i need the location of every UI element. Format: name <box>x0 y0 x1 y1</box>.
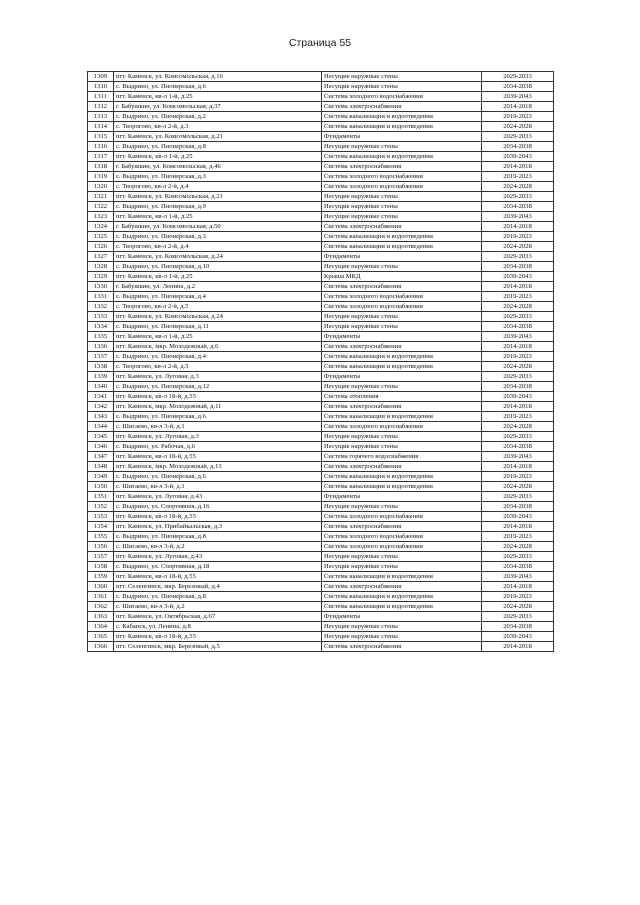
table-row <box>88 462 554 472</box>
row-number-cell: 1322 <box>88 202 114 212</box>
table-row <box>88 112 554 122</box>
row-number-cell: 1314 <box>88 122 114 132</box>
table-row <box>88 412 554 422</box>
work-type-cell: Система холодного водоснабжения <box>322 542 482 552</box>
work-type-cell: Несущие наружные стены <box>322 312 482 322</box>
table-row <box>88 212 554 222</box>
address-cell: пгт. Каменск, кв-л 18-й, д.55 <box>114 632 322 642</box>
address-cell: с. Творогово, кв-л 2-й, д.4 <box>114 242 322 252</box>
period-cell: 2024-2028 <box>482 362 554 372</box>
period-cell: 2034-2038 <box>482 562 554 572</box>
work-type-cell: Система горячего водоснабжения <box>322 452 482 462</box>
table-row <box>88 222 554 232</box>
row-number-cell: 1341 <box>88 392 114 402</box>
row-number-cell: 1339 <box>88 372 114 382</box>
table-row <box>88 292 554 302</box>
row-number-cell: 1364 <box>88 622 114 632</box>
row-number-cell: 1325 <box>88 232 114 242</box>
address-cell: с. Выдрино, ул. Пионерская, д.6 <box>114 82 322 92</box>
period-cell: 2024-2028 <box>482 482 554 492</box>
period-cell: 2034-2038 <box>482 322 554 332</box>
period-cell: 2019-2023 <box>482 292 554 302</box>
page-title: Страница 55 <box>288 37 352 49</box>
work-type-cell: Несущие наружные стены <box>322 262 482 272</box>
period-cell: 2019-2023 <box>482 112 554 122</box>
address-cell: пгт. Каменск, мкр. Молодежный, д.11 <box>114 402 322 412</box>
address-cell: с. Выдрино, ул. Пионерская, д.2 <box>114 112 322 122</box>
period-cell: 2034-2038 <box>482 262 554 272</box>
period-cell: 2034-2038 <box>482 502 554 512</box>
work-type-cell: Система холодного водоснабжения <box>322 512 482 522</box>
address-cell: пгт. Селенгинск, мкр. Березовый, д.5 <box>114 642 322 652</box>
table-row <box>88 332 554 342</box>
table-row <box>88 622 554 632</box>
table-row <box>88 482 554 492</box>
work-type-cell: Система канализации и водоотведения <box>322 122 482 132</box>
work-type-cell: Система канализации и водоотведения <box>322 152 482 162</box>
period-cell: 2019-2023 <box>482 532 554 542</box>
work-type-cell: Несущие наружные стены <box>322 632 482 642</box>
address-cell: пгт. Каменск, кв-л 18-й, д.55 <box>114 452 322 462</box>
work-type-cell: Несущие наружные стены <box>322 212 482 222</box>
table-row <box>88 472 554 482</box>
work-type-cell: Система холодного водоснабжения <box>322 532 482 542</box>
period-cell: 2014-2018 <box>482 342 554 352</box>
work-type-cell: Несущие наружные стены <box>322 502 482 512</box>
period-cell: 2039-2043 <box>482 452 554 462</box>
row-number-cell: 1356 <box>88 542 114 552</box>
table-row <box>88 252 554 262</box>
address-cell: пгт. Каменск, кв-л 18-й, д.55 <box>114 512 322 522</box>
work-type-cell: Система канализации и водоотведения <box>322 602 482 612</box>
work-type-cell: Система электроснабжения <box>322 522 482 532</box>
work-type-cell: Система канализации и водоотведения <box>322 572 482 582</box>
address-cell: пгт. Каменск, ул. Комсомольская, д.21 <box>114 192 322 202</box>
period-cell: 2029-2033 <box>482 252 554 262</box>
work-type-cell: Система отопления <box>322 392 482 402</box>
period-cell: 2014-2018 <box>482 102 554 112</box>
period-cell: 2039-2043 <box>482 272 554 282</box>
table-row <box>88 602 554 612</box>
row-number-cell: 1324 <box>88 222 114 232</box>
table-row <box>88 592 554 602</box>
address-cell: с. Выдрино, ул. Пионерская, д.3 <box>114 232 322 242</box>
row-number-cell: 1348 <box>88 462 114 472</box>
table-row <box>88 572 554 582</box>
period-cell: 2024-2028 <box>482 302 554 312</box>
period-cell: 2029-2033 <box>482 432 554 442</box>
row-number-cell: 1340 <box>88 382 114 392</box>
table-row <box>88 392 554 402</box>
row-number-cell: 1366 <box>88 642 114 652</box>
period-cell: 2039-2043 <box>482 632 554 642</box>
table-row <box>88 132 554 142</box>
row-number-cell: 1329 <box>88 272 114 282</box>
row-number-cell: 1320 <box>88 182 114 192</box>
period-cell: 2019-2023 <box>482 412 554 422</box>
address-cell: с. Выдрино, ул. Пионерская, д.8 <box>114 592 322 602</box>
work-type-cell: Несущие наружные стены <box>322 552 482 562</box>
row-number-cell: 1318 <box>88 162 114 172</box>
address-cell: с. Выдрино, ул. Пионерская, д.8 <box>114 142 322 152</box>
row-number-cell: 1321 <box>88 192 114 202</box>
row-number-cell: 1362 <box>88 602 114 612</box>
table-row <box>88 502 554 512</box>
row-number-cell: 1319 <box>88 172 114 182</box>
table-row <box>88 532 554 542</box>
period-cell: 2019-2023 <box>482 172 554 182</box>
table-row <box>88 362 554 372</box>
row-number-cell: 1359 <box>88 572 114 582</box>
row-number-cell: 1355 <box>88 532 114 542</box>
address-cell: г. Бабушкин, ул. Комсомольская, д.50 <box>114 222 322 232</box>
work-type-cell: Система канализации и водоотведения <box>322 352 482 362</box>
row-number-cell: 1310 <box>88 82 114 92</box>
work-type-cell: Фундаменты <box>322 252 482 262</box>
table-row <box>88 352 554 362</box>
address-cell: пгт. Каменск, ул. Комсомольская, д.21 <box>114 132 322 142</box>
address-cell: с. Шигаево, кв-л 3-й, д.1 <box>114 422 322 432</box>
address-cell: пгт. Каменск, кв-л 1-й, д.25 <box>114 332 322 342</box>
work-type-cell: Система холодного водоснабжения <box>322 172 482 182</box>
work-type-cell: Несущие наружные стены <box>322 562 482 572</box>
row-number-cell: 1347 <box>88 452 114 462</box>
period-cell: 2024-2028 <box>482 422 554 432</box>
row-number-cell: 1313 <box>88 112 114 122</box>
work-type-cell: Система холодного водоснабжения <box>322 292 482 302</box>
address-cell: с. Выдрино, ул. Пионерская, д.11 <box>114 322 322 332</box>
row-number-cell: 1363 <box>88 612 114 622</box>
period-cell: 2039-2043 <box>482 152 554 162</box>
address-cell: пгт. Каменск, ул. Комсомольская, д.24 <box>114 312 322 322</box>
work-type-cell: Система электроснабжения <box>322 582 482 592</box>
table-row <box>88 442 554 452</box>
row-number-cell: 1315 <box>88 132 114 142</box>
work-type-cell: Система канализации и водоотведения <box>322 472 482 482</box>
table-row <box>88 282 554 292</box>
period-cell: 2039-2043 <box>482 512 554 522</box>
period-cell: 2014-2018 <box>482 282 554 292</box>
period-cell: 2024-2028 <box>482 182 554 192</box>
address-cell: с. Выдрино, ул. Пионерская, д.6 <box>114 412 322 422</box>
work-type-cell: Система электроснабжения <box>322 342 482 352</box>
row-number-cell: 1365 <box>88 632 114 642</box>
period-cell: 2029-2033 <box>482 72 554 82</box>
work-type-cell: Система холодного водоснабжения <box>322 92 482 102</box>
table-row <box>88 432 554 442</box>
table-row <box>88 122 554 132</box>
period-cell: 2014-2018 <box>482 462 554 472</box>
work-type-cell: Система канализации и водоотведения <box>322 232 482 242</box>
address-cell: пгт. Каменск, ул. Прибайкальская, д.3 <box>114 522 322 532</box>
address-cell: пгт. Каменск, мкр. Молодежный, д.13 <box>114 462 322 472</box>
work-type-cell: Система электроснабжения <box>322 402 482 412</box>
period-cell: 2034-2038 <box>482 442 554 452</box>
address-cell: пгт. Каменск, ул. Октябрьская, д.67 <box>114 612 322 622</box>
address-cell: с. Выдрино, ул. Пионерская, д.4 <box>114 352 322 362</box>
table-row <box>88 642 554 652</box>
row-number-cell: 1352 <box>88 502 114 512</box>
period-cell: 2014-2018 <box>482 402 554 412</box>
address-cell: с. Выдрино, ул. Спортивная, д.16 <box>114 502 322 512</box>
address-cell: пгт. Каменск, ул. Луговая, д.3 <box>114 372 322 382</box>
address-cell: пгт. Каменск, кв-л 1-й, д.25 <box>114 212 322 222</box>
table-row <box>88 612 554 622</box>
address-cell: г. Бабушкин, ул. Комсомольская, д.46 <box>114 162 322 172</box>
work-type-cell: Система холодного водоснабжения <box>322 422 482 432</box>
address-cell: пгт. Каменск, мкр. Молодежный, д.6 <box>114 342 322 352</box>
period-cell: 2029-2033 <box>482 612 554 622</box>
address-cell: с. Шигаево, кв-л 3-й, д.2 <box>114 602 322 612</box>
row-number-cell: 1354 <box>88 522 114 532</box>
work-type-cell: Несущие наружные стены <box>322 142 482 152</box>
work-type-cell: Несущие наружные стены <box>322 202 482 212</box>
period-cell: 2024-2028 <box>482 542 554 552</box>
row-number-cell: 1343 <box>88 412 114 422</box>
address-cell: с. Выдрино, ул. Рабочая, д.6 <box>114 442 322 452</box>
address-cell: г. Бабушкин, ул. Ленина, д.2 <box>114 282 322 292</box>
row-number-cell: 1326 <box>88 242 114 252</box>
work-type-cell: Фундаменты <box>322 612 482 622</box>
table-row <box>88 262 554 272</box>
address-cell: пгт. Каменск, кв-л 1-й, д.25 <box>114 92 322 102</box>
work-type-cell: Система канализации и водоотведения <box>322 362 482 372</box>
row-number-cell: 1361 <box>88 592 114 602</box>
table-row <box>88 272 554 282</box>
period-cell: 2029-2033 <box>482 192 554 202</box>
row-number-cell: 1331 <box>88 292 114 302</box>
work-type-cell: Система электроснабжения <box>322 102 482 112</box>
period-cell: 2014-2018 <box>482 522 554 532</box>
table-row <box>88 582 554 592</box>
table-row <box>88 382 554 392</box>
work-type-cell: Фундаменты <box>322 332 482 342</box>
period-cell: 2019-2023 <box>482 352 554 362</box>
row-number-cell: 1358 <box>88 562 114 572</box>
row-number-cell: 1351 <box>88 492 114 502</box>
address-cell: с. Творогово, кв-л 2-й, д.5 <box>114 362 322 372</box>
work-type-cell: Система электроснабжения <box>322 642 482 652</box>
row-number-cell: 1332 <box>88 302 114 312</box>
table-row <box>88 372 554 382</box>
period-cell: 2034-2038 <box>482 622 554 632</box>
row-number-cell: 1346 <box>88 442 114 452</box>
row-number-cell: 1323 <box>88 212 114 222</box>
register-table <box>87 71 554 652</box>
address-cell: пгт. Каменск, кв-л 1-й, д.25 <box>114 272 322 282</box>
work-type-cell: Система холодного водоснабжения <box>322 302 482 312</box>
register-table-body <box>88 72 554 652</box>
work-type-cell: Система электроснабжения <box>322 162 482 172</box>
work-type-cell: Несущие наружные стены <box>322 82 482 92</box>
period-cell: 2034-2038 <box>482 382 554 392</box>
period-cell: 2034-2038 <box>482 202 554 212</box>
table-row <box>88 172 554 182</box>
address-cell: с. Шигаево, кв-л 3-й, д.1 <box>114 482 322 492</box>
row-number-cell: 1311 <box>88 92 114 102</box>
work-type-cell: Система канализации и водоотведения <box>322 482 482 492</box>
table-row <box>88 322 554 332</box>
period-cell: 2034-2038 <box>482 142 554 152</box>
work-type-cell: Система канализации и водоотведения <box>322 592 482 602</box>
table-row <box>88 202 554 212</box>
table-row <box>88 182 554 192</box>
row-number-cell: 1342 <box>88 402 114 412</box>
work-type-cell: Система электроснабжения <box>322 222 482 232</box>
period-cell: 2014-2018 <box>482 222 554 232</box>
row-number-cell: 1312 <box>88 102 114 112</box>
address-cell: пгт. Каменск, кв-л 18-й, д.55 <box>114 392 322 402</box>
period-cell: 2029-2033 <box>482 372 554 382</box>
period-cell: 2019-2023 <box>482 472 554 482</box>
period-cell: 2014-2018 <box>482 642 554 652</box>
table-row <box>88 142 554 152</box>
row-number-cell: 1317 <box>88 152 114 162</box>
work-type-cell: Система электроснабжения <box>322 462 482 472</box>
period-cell: 2029-2033 <box>482 492 554 502</box>
address-cell: г. Бабушкин, ул. Комсомольская, д.37 <box>114 102 322 112</box>
address-cell: пгт. Каменск, кв-л 18-й, д.55 <box>114 572 322 582</box>
address-cell: пгт. Каменск, ул. Луговая, д.43 <box>114 492 322 502</box>
table-row <box>88 452 554 462</box>
table-row <box>88 72 554 82</box>
table-row <box>88 242 554 252</box>
address-cell: с. Выдрино, ул. Пионерская, д.4 <box>114 292 322 302</box>
address-cell: с. Выдрино, ул. Пионерская, д.3 <box>114 172 322 182</box>
row-number-cell: 1350 <box>88 482 114 492</box>
period-cell: 2024-2028 <box>482 122 554 132</box>
table-row <box>88 632 554 642</box>
address-cell: с. Выдрино, ул. Спортивная, д.18 <box>114 562 322 572</box>
work-type-cell: Система канализации и водоотведения <box>322 242 482 252</box>
address-cell: с. Кабанск, ул. Ленина, д.8 <box>114 622 322 632</box>
table-row <box>88 492 554 502</box>
table-row <box>88 162 554 172</box>
work-type-cell: Несущие наружные стены <box>322 432 482 442</box>
period-cell: 2014-2018 <box>482 162 554 172</box>
row-number-cell: 1316 <box>88 142 114 152</box>
table-row <box>88 302 554 312</box>
table-row <box>88 402 554 412</box>
row-number-cell: 1336 <box>88 342 114 352</box>
table-row <box>88 102 554 112</box>
period-cell: 2014-2018 <box>482 582 554 592</box>
period-cell: 2029-2033 <box>482 312 554 322</box>
work-type-cell: Несущие наружные стены <box>322 192 482 202</box>
table-row <box>88 542 554 552</box>
table-row <box>88 552 554 562</box>
address-cell: с. Выдрино, ул. Пионерская, д.6 <box>114 472 322 482</box>
address-cell: пгт. Каменск, ул. Луговая, д.43 <box>114 552 322 562</box>
row-number-cell: 1360 <box>88 582 114 592</box>
period-cell: 2029-2033 <box>482 132 554 142</box>
row-number-cell: 1349 <box>88 472 114 482</box>
work-type-cell: Система холодного водоснабжения <box>322 182 482 192</box>
row-number-cell: 1327 <box>88 252 114 262</box>
table-row <box>88 232 554 242</box>
row-number-cell: 1357 <box>88 552 114 562</box>
table-row <box>88 312 554 322</box>
row-number-cell: 1335 <box>88 332 114 342</box>
row-number-cell: 1334 <box>88 322 114 332</box>
address-cell: с. Выдрино, ул. Пионерская, д.12 <box>114 382 322 392</box>
address-cell: пгт. Каменск, кв-л 1-й, д.25 <box>114 152 322 162</box>
table-row <box>88 192 554 202</box>
period-cell: 2029-2033 <box>482 552 554 562</box>
work-type-cell: Система канализации и водоотведения <box>322 112 482 122</box>
period-cell: 2039-2043 <box>482 392 554 402</box>
work-type-cell: Несущие наружные стены <box>322 72 482 82</box>
row-number-cell: 1309 <box>88 72 114 82</box>
address-cell: с. Выдрино, ул. Пионерская, д.9 <box>114 202 322 212</box>
period-cell: 2039-2043 <box>482 92 554 102</box>
row-number-cell: 1337 <box>88 352 114 362</box>
period-cell: 2039-2043 <box>482 572 554 582</box>
table-row <box>88 522 554 532</box>
row-number-cell: 1328 <box>88 262 114 272</box>
period-cell: 2039-2043 <box>482 332 554 342</box>
address-cell: пгт. Каменск, ул. Комсомольская, д.16 <box>114 72 322 82</box>
table-row <box>88 562 554 572</box>
table-row <box>88 512 554 522</box>
work-type-cell: Несущие наружные стены <box>322 622 482 632</box>
row-number-cell: 1345 <box>88 432 114 442</box>
address-cell: с. Выдрино, ул. Пионерская, д.8 <box>114 532 322 542</box>
table-row <box>88 82 554 92</box>
address-cell: с. Творогово, кв-л 2-й, д.5 <box>114 302 322 312</box>
work-type-cell: Фундаменты <box>322 132 482 142</box>
row-number-cell: 1353 <box>88 512 114 522</box>
work-type-cell: Фундаменты <box>322 372 482 382</box>
period-cell: 2034-2038 <box>482 82 554 92</box>
table-row <box>88 92 554 102</box>
period-cell: 2024-2028 <box>482 242 554 252</box>
work-type-cell: Несущие наружные стены <box>322 442 482 452</box>
work-type-cell: Крыша МКД <box>322 272 482 282</box>
address-cell: пгт. Селенгинск, мкр. Березовый, д.4 <box>114 582 322 592</box>
table-row <box>88 152 554 162</box>
work-type-cell: Несущие наружные стены <box>322 382 482 392</box>
row-number-cell: 1344 <box>88 422 114 432</box>
row-number-cell: 1330 <box>88 282 114 292</box>
work-type-cell: Система канализации и водоотведения <box>322 412 482 422</box>
period-cell: 2019-2023 <box>482 232 554 242</box>
row-number-cell: 1338 <box>88 362 114 372</box>
address-cell: пгт. Каменск, ул. Луговая, д.3 <box>114 432 322 442</box>
address-cell: с. Творогово, кв-л 2-й, д.4 <box>114 182 322 192</box>
work-type-cell: Фундаменты <box>322 492 482 502</box>
address-cell: с. Выдрино, ул. Пионерская, д.10 <box>114 262 322 272</box>
work-type-cell: Система электроснабжения <box>322 282 482 292</box>
period-cell: 2019-2023 <box>482 592 554 602</box>
row-number-cell: 1333 <box>88 312 114 322</box>
period-cell: 2039-2043 <box>482 212 554 222</box>
period-cell: 2024-2028 <box>482 602 554 612</box>
work-type-cell: Несущие наружные стены <box>322 322 482 332</box>
address-cell: с. Шигаево, кв-л 3-й, д.2 <box>114 542 322 552</box>
table-row <box>88 422 554 432</box>
address-cell: с. Творогово, кв-л 2-й, д.3 <box>114 122 322 132</box>
table-row <box>88 342 554 352</box>
address-cell: пгт. Каменск, ул. Комсомольская, д.24 <box>114 252 322 262</box>
